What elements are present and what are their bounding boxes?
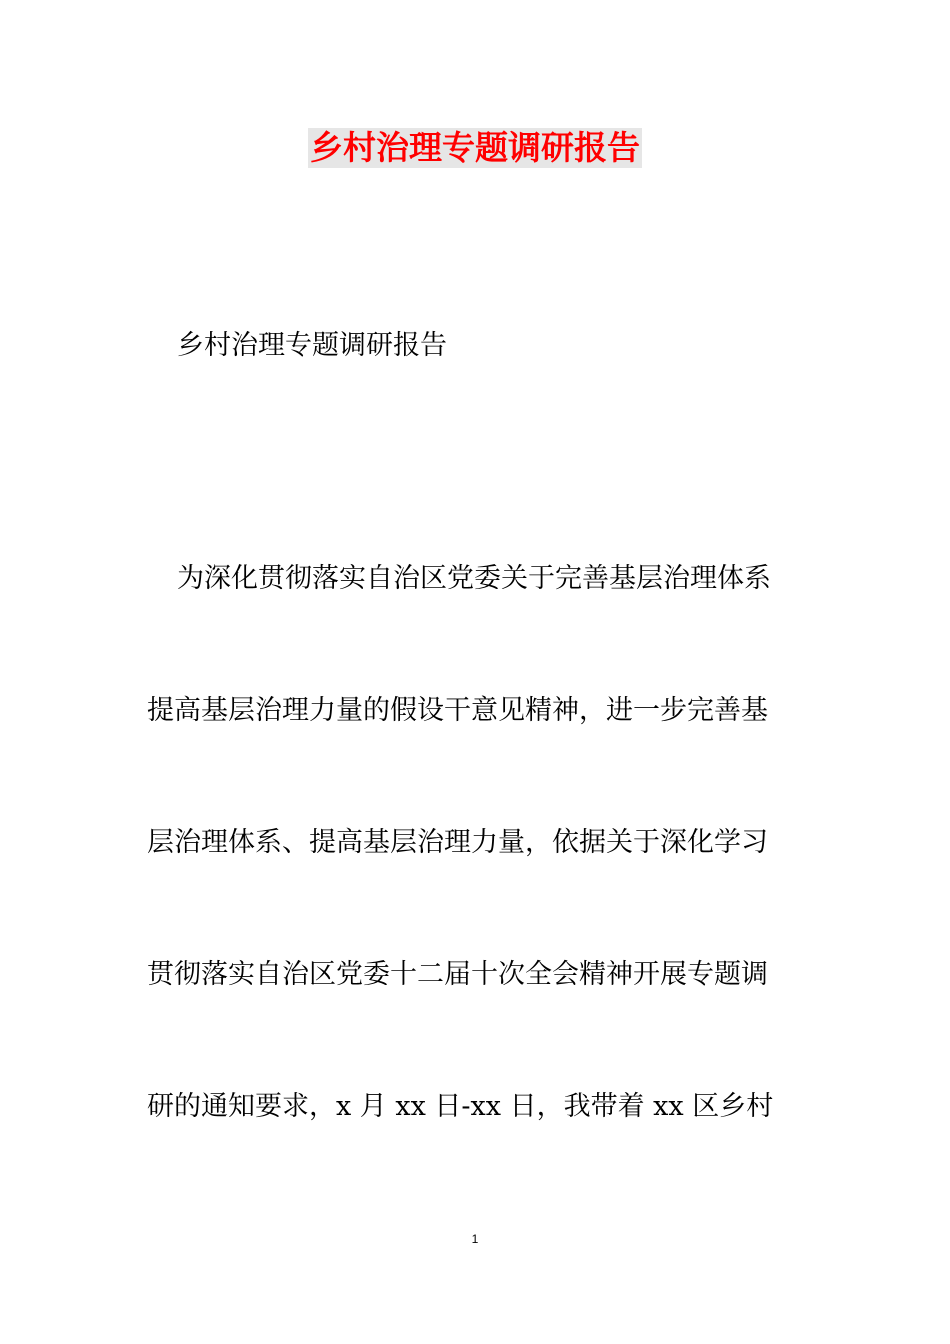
body-line: 贯彻落实自治区党委十二届十次全会精神开展专题调 <box>147 959 768 990</box>
body-paragraph <box>147 561 809 1221</box>
body-line: 为深化贯彻落实自治区党委关于完善基层治理体系 <box>177 563 771 594</box>
document-title: 乡村治理专题调研报告 <box>310 128 640 167</box>
page-number: 1 <box>471 1232 479 1246</box>
title-container <box>0 128 950 168</box>
body-line: 层治理体系、提高基层治理力量，依据关于深化学习 <box>147 827 768 858</box>
document-subtitle: 乡村治理专题调研报告 <box>177 330 447 361</box>
body-line: 提高基层治理力量的假设干意见精神，进一步完善基 <box>147 695 768 726</box>
body-line: 研的通知要求，x 月 xx 日-xx 日，我带着 xx 区乡村 <box>147 1091 774 1122</box>
